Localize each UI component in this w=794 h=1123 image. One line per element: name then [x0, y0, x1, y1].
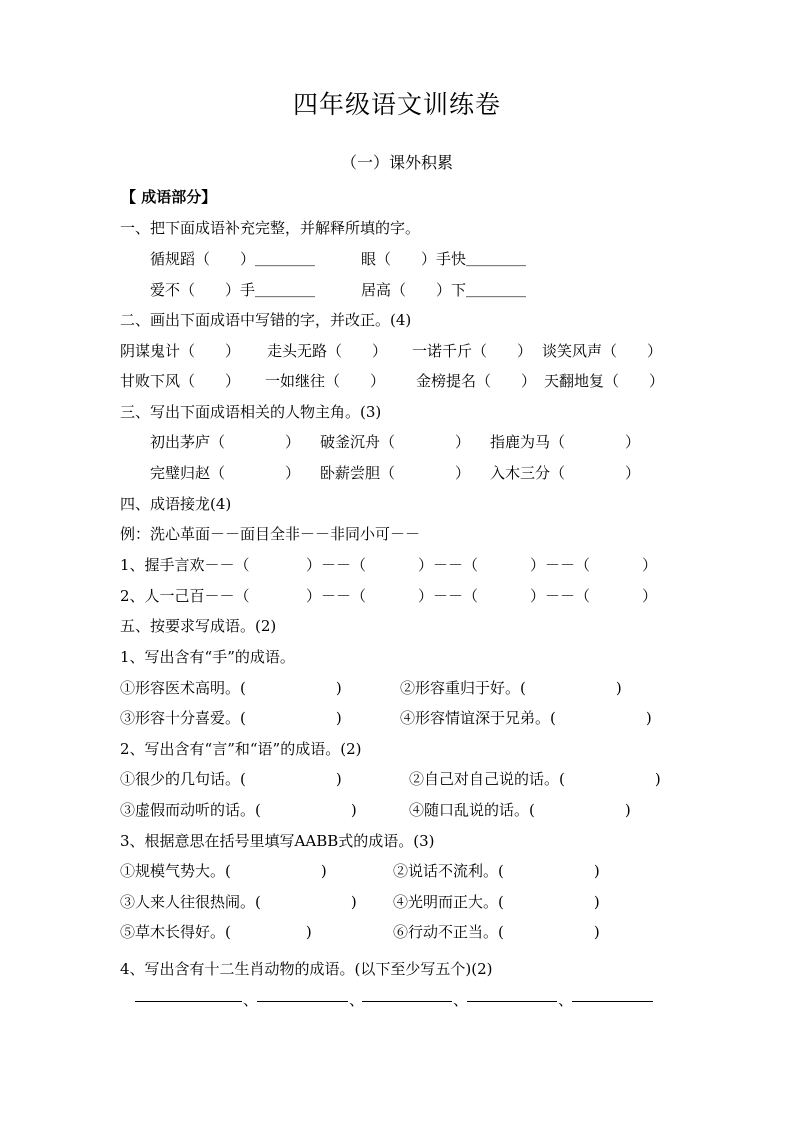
q2-item[interactable]: 天翻地复（ ） — [544, 372, 665, 390]
exam-title: 四年级语文训练卷 — [292, 90, 501, 119]
exam-subtitle: （一）课外积累 — [340, 153, 453, 172]
answer-blank[interactable] — [257, 1001, 348, 1002]
q2-item[interactable]: 阴谋鬼计（ ） — [120, 342, 241, 360]
q5-item[interactable]: ③虚假而动听的话。( ) — [120, 801, 357, 819]
q2-item[interactable]: 一如继往（ ） — [265, 372, 386, 390]
q2-item[interactable]: 谈笑风声（ ） — [542, 342, 663, 360]
q4-chain-link[interactable]: ）－－（ — [418, 587, 479, 605]
q5-item[interactable]: ③人来人往很热闹。( ) — [120, 893, 357, 911]
q1-item[interactable]: 居高（ ）下＿＿＿＿ — [361, 281, 527, 299]
q5-item[interactable]: ④光明而正大。( ) — [393, 893, 600, 911]
answer-blank[interactable] — [572, 1001, 653, 1002]
q5-heading: 五、按要求写成语。(2) — [120, 617, 277, 635]
q4-chain-end[interactable]: ） — [642, 587, 658, 605]
q4-heading: 四、成语接龙(4) — [120, 495, 232, 513]
q5-part4-heading: 4、写出含有十二生肖动物的成语。(以下至少写五个)(2) — [120, 960, 493, 978]
q5-item[interactable]: ①规模气势大。( ) — [120, 862, 327, 880]
q4-chain-start: 1、握手言欢－－（ — [120, 556, 250, 574]
q5-item[interactable]: ②自己对自己说的话。( ) — [409, 770, 661, 788]
q2-heading: 二、画出下面成语中写错的字，并改正。(4) — [120, 311, 412, 329]
q1-item[interactable]: 爱不（ ）手＿＿＿＿ — [150, 281, 316, 299]
comma-separator: 、 — [243, 991, 259, 1009]
q5-part3-heading: 3、根据意思在括号里填写AABB式的成语。(3) — [120, 832, 435, 850]
comma-separator: 、 — [558, 991, 574, 1009]
q2-item[interactable]: 金榜提名（ ） — [416, 372, 537, 390]
comma-separator: 、 — [349, 991, 365, 1009]
q3-item[interactable]: 初出茅庐（ ） — [150, 433, 301, 451]
q4-chain-link[interactable]: ）－－（ — [306, 587, 367, 605]
q5-part2-heading: 2、写出含有“言”和“语”的成语。(2) — [120, 740, 362, 758]
q5-item[interactable]: ⑥行动不正当。( ) — [393, 923, 600, 941]
q5-item[interactable]: ②形容重归于好。( ) — [400, 679, 622, 697]
q3-item[interactable]: 卧薪尝胆（ ） — [320, 464, 471, 482]
q5-item[interactable]: ①很少的几句话。( ) — [120, 770, 342, 788]
q4-chain-link[interactable]: ）－－（ — [418, 556, 479, 574]
q4-chain-end[interactable]: ） — [642, 556, 658, 574]
q3-item[interactable]: 指鹿为马（ ） — [490, 433, 641, 451]
comma-separator: 、 — [453, 991, 469, 1009]
q2-item[interactable]: 走头无路（ ） — [267, 342, 388, 360]
q5-item[interactable]: ④形容情谊深于兄弟。( ) — [400, 709, 652, 727]
q1-item[interactable]: 循规蹈（ ）＿＿＿＿ — [150, 250, 316, 268]
q1-item[interactable]: 眼（ ）手快＿＿＿＿ — [361, 250, 527, 268]
q2-item[interactable]: 一诺千斤（ ） — [412, 342, 533, 360]
q5-item[interactable]: ①形容医术高明。( ) — [120, 679, 342, 697]
q4-chain-link[interactable]: ）－－（ — [530, 556, 591, 574]
q5-part1-heading: 1、写出含有“手”的成语。 — [120, 648, 295, 666]
q3-item[interactable]: 完璧归赵（ ） — [150, 464, 301, 482]
q3-item[interactable]: 入木三分（ ） — [490, 464, 641, 482]
q5-item[interactable]: ②说话不流利。( ) — [393, 862, 600, 880]
q5-item[interactable]: ③形容十分喜爱。( ) — [120, 709, 342, 727]
q4-chain-link[interactable]: ）－－（ — [530, 587, 591, 605]
answer-blank[interactable] — [467, 1001, 557, 1002]
q4-example: 例：洗心革面－－面目全非－－非同小可－－ — [120, 525, 421, 543]
answer-blank[interactable] — [135, 1001, 242, 1002]
q1-heading: 一、把下面成语补充完整，并解释所填的字。 — [120, 219, 421, 237]
q3-heading: 三、写出下面成语相关的人物主角。(3) — [120, 403, 382, 421]
section-label: 【 成语部分】 — [121, 188, 217, 206]
q2-item[interactable]: 甘败下风（ ） — [120, 372, 241, 390]
q5-item[interactable]: ④随口乱说的话。( ) — [409, 801, 631, 819]
answer-blank[interactable] — [362, 1001, 452, 1002]
q4-chain-link[interactable]: ）－－（ — [306, 556, 367, 574]
q4-chain-start: 2、人一己百－－（ — [120, 587, 250, 605]
q3-item[interactable]: 破釜沉舟（ ） — [320, 433, 471, 451]
q5-item[interactable]: ⑤草木长得好。( ) — [120, 923, 312, 941]
